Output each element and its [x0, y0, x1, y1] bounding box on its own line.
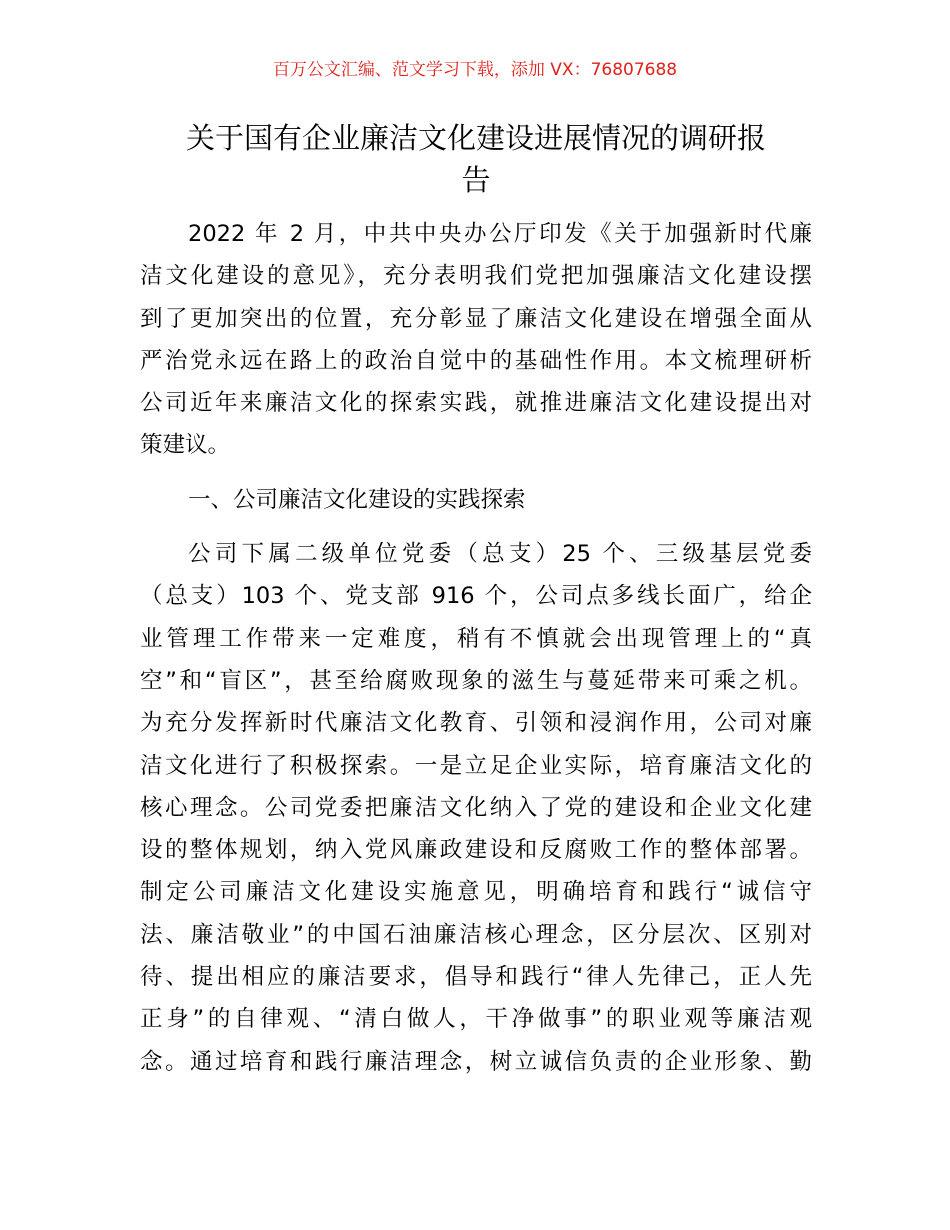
text-line: 念。通过培育和践行廉洁理念，树立诚信负责的企业形象、勤: [140, 1048, 812, 1075]
text-line: 公司下属二级单位党委（总支）25 个、三级基层党委: [188, 541, 812, 568]
document-title: [140, 117, 812, 201]
paragraph-intro: [140, 213, 812, 467]
text-line: 洁文化建设的意见》，充分表明我们党把加强廉洁文化建设摆: [140, 263, 812, 290]
text-line: 为充分发挥新时代廉洁文化教育、引领和浸润作用，公司对廉: [140, 710, 812, 737]
paragraph-practice: [140, 533, 812, 1083]
section-heading: 一、公司廉洁文化建设的实践探索: [188, 486, 526, 513]
text-line: （总支）103 个、党支部 916 个，公司点多线长面广，给企: [140, 583, 812, 610]
header-note: 百万公文汇编、范文学习下载，添加 VX：76807688: [272, 60, 678, 80]
text-line: 正身”的自律观、“清白做人，干净做事”的职业观等廉洁观: [140, 1006, 812, 1033]
text-line: 设的整体规划，纳入党风廉政建设和反腐败工作的整体部署。: [140, 837, 812, 864]
title-line: 告: [461, 163, 491, 197]
text-line: 到了更加突出的位置，充分彰显了廉洁文化建设在增强全面从: [140, 305, 812, 332]
document-body: [140, 213, 812, 1083]
text-line: 洁文化进行了积极探索。一是立足企业实际，培育廉洁文化的: [140, 752, 812, 779]
text-line: 法、廉洁敬业”的中国石油廉洁核心理念，区分层次、区别对: [140, 921, 812, 948]
title-line: 关于国有企业廉洁文化建设进展情况的调研报: [185, 121, 766, 155]
text-line: 业管理工作带来一定难度，稍有不慎就会出现管理上的“真: [140, 625, 812, 652]
text-line: 空”和“盲区”，甚至给腐败现象的滋生与蔓延带来可乘之机。: [140, 667, 812, 694]
text-line: 待、提出相应的廉洁要求，倡导和践行“律人先律己，正人先: [140, 964, 812, 991]
text-line: 严治党永远在路上的政治自觉中的基础性作用。本文梳理研析: [140, 347, 812, 374]
text-line: 策建议。: [140, 432, 231, 459]
text-line: 2022 年 2 月，中共中央办公厅印发《关于加强新时代廉: [188, 221, 812, 247]
text-line: 制定公司廉洁文化建设实施意见，明确培育和践行“诚信守: [140, 879, 812, 906]
text-line: 公司近年来廉洁文化的探索实践，就推进廉洁文化建设提出对: [140, 390, 812, 417]
text-line: 核心理念。公司党委把廉洁文化纳入了党的建设和企业文化建: [140, 794, 812, 821]
